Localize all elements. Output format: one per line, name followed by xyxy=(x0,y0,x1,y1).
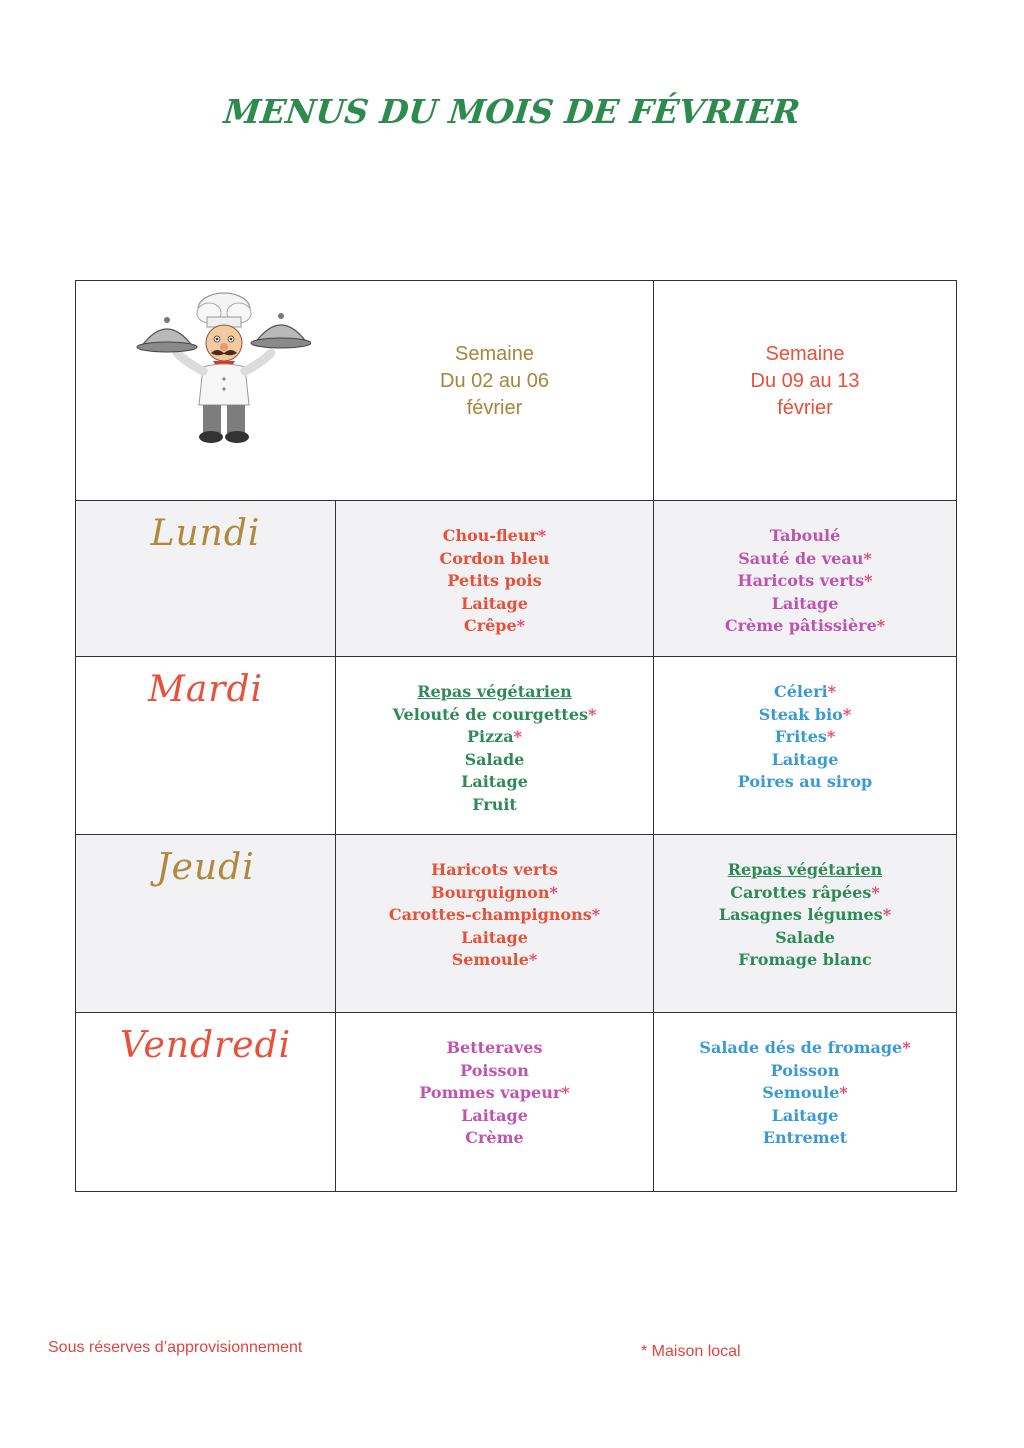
week2-line2: Du 09 au 13 xyxy=(750,370,860,392)
dish-item: Pommes vapeur* xyxy=(419,1083,570,1102)
dish-item: Entremet xyxy=(762,1128,848,1147)
vegetarian-title: Repas végétarien xyxy=(727,860,883,879)
menu-cell-vendredi-week2 xyxy=(654,1013,956,1191)
day-label-vendredi: Vendredi xyxy=(119,1025,292,1066)
menu-table xyxy=(75,280,957,1192)
dish-item: Petits pois xyxy=(447,571,542,590)
dish-item: Carottes-champignons* xyxy=(388,905,601,924)
homemade-legend: * Maison local xyxy=(641,1343,741,1360)
week2-line1: Semaine xyxy=(765,343,845,365)
menu-cell-lundi-week2 xyxy=(654,501,956,656)
homemade-asterisk: * xyxy=(591,905,601,924)
dish-list xyxy=(654,681,956,794)
dish-list xyxy=(336,859,653,972)
dish-item: Poisson xyxy=(460,1060,529,1080)
day-cell-mardi xyxy=(76,657,336,834)
dish-item: Laitage xyxy=(771,593,839,613)
row-mardi xyxy=(76,657,956,835)
dish-list xyxy=(336,681,653,816)
homemade-asterisk: * xyxy=(516,616,526,635)
menu-cell-jeudi-week1 xyxy=(336,835,654,1012)
week1-line2: Du 02 au 06 xyxy=(440,370,549,392)
dish-list xyxy=(336,525,653,638)
row-vendredi xyxy=(76,1013,956,1191)
homemade-asterisk: * xyxy=(561,1083,570,1102)
menu-cell-mardi-week2 xyxy=(654,657,956,834)
dish-item: Salade xyxy=(775,927,835,947)
dish-list xyxy=(654,525,956,638)
menu-cell-mardi-week1 xyxy=(336,657,654,834)
day-cell-vendredi xyxy=(76,1013,336,1191)
dish-item: Haricots verts* xyxy=(737,571,873,590)
homemade-asterisk: * xyxy=(876,616,886,635)
dish-item: Taboulé xyxy=(769,526,841,545)
dish-item: Laitage xyxy=(771,1105,839,1125)
dish-list xyxy=(654,1037,956,1150)
page-title: MENUS DU MOIS DE FÉVRIER xyxy=(222,92,802,131)
dish-item: Fruit xyxy=(472,794,517,814)
dish-item: Chou-fleur* xyxy=(442,526,547,545)
homemade-asterisk: * xyxy=(549,882,558,902)
menu-cell-lundi-week1 xyxy=(336,501,654,656)
dish-item: Steak bio* xyxy=(758,704,852,724)
dish-item: Velouté de courgettes* xyxy=(392,704,597,724)
dish-item: Laitage xyxy=(461,927,528,947)
homemade-asterisk: * xyxy=(882,905,892,924)
dish-item: Laitage xyxy=(461,1105,528,1125)
week2-line3: février xyxy=(777,397,833,419)
homemade-asterisk: * xyxy=(842,704,852,724)
homemade-asterisk: * xyxy=(839,1083,848,1102)
dish-item: Pizza* xyxy=(466,727,523,746)
week1-line1: Semaine xyxy=(455,343,534,365)
dish-item: Fromage blanc xyxy=(738,950,872,969)
dish-item: Betteraves xyxy=(446,1038,543,1057)
row-lundi xyxy=(76,501,956,657)
homemade-asterisk: * xyxy=(513,727,523,746)
dish-item: Laitage xyxy=(771,749,839,769)
homemade-asterisk: * xyxy=(864,571,873,590)
week1-label xyxy=(336,341,653,422)
header-illustration-cell xyxy=(76,281,336,500)
homemade-asterisk: * xyxy=(588,704,597,724)
week2-label xyxy=(654,341,956,422)
dish-item: Crème pâtissière* xyxy=(724,616,886,635)
dish-item: Frites* xyxy=(774,727,836,746)
dish-item: Laitage xyxy=(461,772,528,791)
dish-item: Crème xyxy=(465,1128,524,1147)
row-jeudi xyxy=(76,835,956,1013)
homemade-asterisk: * xyxy=(827,682,837,701)
dish-item: Bourguignon* xyxy=(431,882,558,902)
homemade-asterisk: * xyxy=(528,950,538,969)
week1-line3: février xyxy=(466,397,523,419)
day-cell-jeudi xyxy=(76,835,336,1012)
homemade-asterisk: * xyxy=(902,1038,911,1057)
dish-item: Poisson xyxy=(770,1060,840,1080)
dish-item: Crêpe* xyxy=(463,616,526,635)
dish-list xyxy=(336,1037,653,1150)
homemade-asterisk: * xyxy=(863,548,872,568)
dish-item: Haricots verts xyxy=(431,860,558,879)
day-label-lundi: Lundi xyxy=(150,513,261,554)
homemade-asterisk: * xyxy=(871,882,880,902)
dish-list xyxy=(654,859,956,972)
menu-cell-vendredi-week1 xyxy=(336,1013,654,1191)
dish-item: Salade xyxy=(464,749,525,769)
dish-item: Lasagnes légumes* xyxy=(718,905,892,924)
chef-with-cloches-icon xyxy=(131,287,311,457)
day-label-mardi: Mardi xyxy=(147,669,264,710)
dish-item: Laitage xyxy=(461,593,528,613)
day-label-jeudi: Jeudi xyxy=(156,847,255,888)
dish-item: Semoule* xyxy=(762,1083,848,1102)
menu-cell-jeudi-week2 xyxy=(654,835,956,1012)
table-header-row xyxy=(76,281,956,501)
homemade-asterisk: * xyxy=(537,526,547,545)
dish-item: Semoule* xyxy=(451,950,538,969)
dish-item: Céleri* xyxy=(773,682,837,701)
day-cell-lundi xyxy=(76,501,336,656)
dish-item: Poires au sirop xyxy=(737,772,873,791)
header-week2-cell xyxy=(654,281,956,500)
header-week1-cell xyxy=(336,281,654,500)
dish-item: Carottes râpées* xyxy=(730,882,880,902)
dish-item: Cordon bleu xyxy=(439,548,550,568)
vegetarian-title: Repas végétarien xyxy=(417,682,572,701)
dish-item: Salade dés de fromage* xyxy=(699,1038,911,1057)
dish-item: Sauté de veau* xyxy=(738,548,872,568)
supply-disclaimer: Sous réserves d’approvisionnement xyxy=(48,1339,303,1356)
homemade-asterisk: * xyxy=(826,727,836,746)
